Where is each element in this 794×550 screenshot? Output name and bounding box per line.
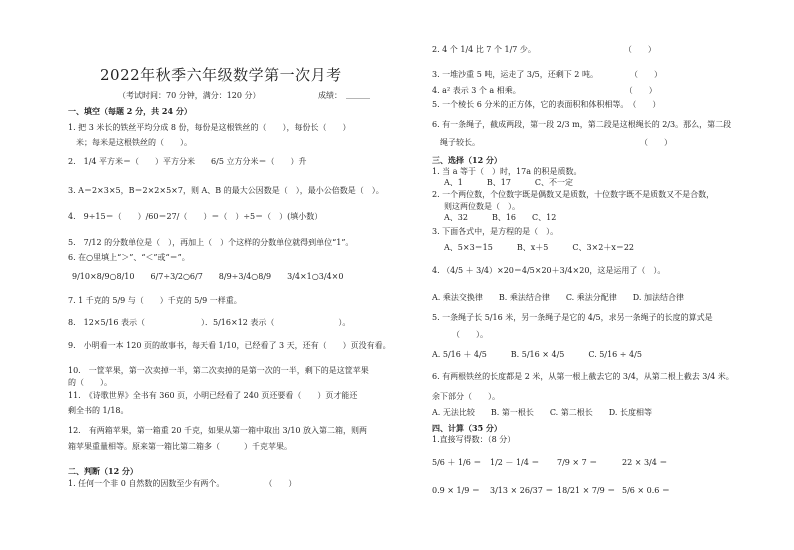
q6: 6. 在○里填上“＞”、“＜”或“＝”。: [68, 253, 190, 262]
section-fill: 一、填空（每题 2 分，共 24 分）: [68, 106, 192, 116]
calc-row-2-item-1: 0.9 × 1/9 ＝: [432, 486, 480, 495]
exam-info: （考试时间：70 分钟，满分：120 分）: [118, 91, 261, 100]
q11-line-a: 11. 《诗歌世界》全书有 360 页，小明已经看了 240 页还要看（ ）页才能还: [68, 391, 358, 400]
q9: 9. 小明看一本 120 页的故事书，每天看 1/10，已经看了 3 天，还有（ ）页没有看。: [68, 341, 391, 350]
choice-q6-options: A. 无法比较 B. 第一根长 C. 第二根长 D. 长度相等: [432, 408, 652, 417]
judge-q1: 1. 任何一个非 0 自然数的因数至少有两个。 （ ）: [68, 479, 297, 488]
calc-row-2-item-2: 3/13 × 26/37 ＝: [490, 486, 554, 495]
choice-q4-options: A. 乘法交换律 B. 乘法结合律 C. 乘法分配律 D. 加法结合律: [432, 293, 684, 302]
q1-line-b: 米；每米是这根铁丝的（ ）。: [76, 138, 192, 147]
calc-row-1-item-4: 22 × 3/4 ＝: [622, 458, 668, 467]
choice-q5-options: A. 5/16 ＋ 4/5 B. 5/16 × 4/5 C. 5/16 ÷ 4/5: [432, 350, 642, 359]
q12-line-a: 12. 有两箱苹果，第一箱重 20 千克，如果从第一箱中取出 3/10 放入第二箱，则两: [68, 426, 368, 435]
judge-q3: 3. 一堆沙重 5 吨，运走了 3/5，还剩下 2 吨。 （ ）: [432, 70, 662, 79]
score-label: 成绩：: [318, 91, 342, 100]
choice-q5-line-b: （ ）。: [452, 330, 488, 339]
choice-q2-options: A、32 B、16 C、12: [444, 213, 557, 222]
calc-row-1-item-2: 1/2 － 1/4 ＝: [490, 458, 540, 467]
choice-q2-line-b: 则这两位数是（ ）。: [444, 202, 520, 211]
q11-line-b: 剩全书的 1/18。: [68, 406, 129, 415]
section-choice: 三、选择（12 分）: [432, 155, 502, 165]
choice-q3-options: A、5×3＝15 B、x＋5 C、3×2＋x＝22: [444, 243, 635, 252]
section-judge: 二、判断（12 分）: [68, 466, 138, 476]
q3: 3. A＝2×3×5，B＝2×2×5×7，则 A、B 的最大公因数是（ ），最小公倍数是（ ）。: [68, 186, 384, 195]
q2: 2. 1/4 平方米＝（ ）平方分米 6/5 立方分米＝（ ）升: [68, 157, 307, 166]
judge-q2: 2. 4 个 1/4 比 7 个 1/7 少。 （ ）: [432, 45, 656, 54]
judge-q6-line-b: 绳子较长。 （ ）: [440, 138, 672, 147]
judge-q5: 5. 一个棱长 6 分米的正方体，它的表面积和体积相等。 （ ）: [432, 100, 661, 109]
q12-line-b: 箱苹果重量相等。原来第一箱比第二箱多（ ）千克苹果。: [68, 442, 292, 451]
choice-q6-line-a: 6. 有两根铁丝的长度都是 2 米，从第一根上截去它的 3/4，从第二根上截去 3/4 米。: [432, 372, 734, 381]
q1-line-a: 1. 把 3 米长的铁丝平均分成 8 份，每份是这根铁丝的（ ），每份长（ ）: [68, 123, 351, 132]
judge-q6-line-a: 6. 有一条绳子，截成两段，第一段 2/3 m，第二段是这根绳长的 2/3。那么，第二段: [432, 120, 732, 129]
q10-line-b: 的（ ）。: [68, 378, 112, 387]
choice-q4: 4. （4/5 ＋ 3/4）×20＝4/5×20＋3/4×20，这是运用了（ ）。: [432, 266, 666, 275]
q6-comparisons: 9/10×8/9○8/10 6/7÷3/2○6/7 8/9÷3/4○8/9 3/4×1○3/4×0: [72, 272, 344, 281]
score-blank: ______: [346, 90, 370, 99]
choice-q5-line-a: 5. 一条绳子长 5/16 米，另一条绳子是它的 4/5，求另一条绳子的长度的算式是: [432, 313, 713, 322]
choice-q2-line-a: 2. 一个两位数，个位数字既是偶数又是质数，十位数字既不是质数又不是合数，: [432, 190, 715, 199]
calc-row-2-item-3: 18/21 × 7/9 ＝: [557, 486, 616, 495]
section-calc: 四、计算（35 分）: [432, 423, 502, 433]
q4: 4. 9÷15＝（ ）/60＝27/（ ）＝（ ）÷5＝（ ）(填小数）: [68, 212, 323, 221]
choice-q1-options: A、1 B、17 C、不一定: [444, 178, 574, 187]
calc-row-1-item-3: 7/9 × 7 ＝: [557, 458, 598, 467]
calc-row-2-item-4: 5/6 × 0.6 ＝: [622, 486, 670, 495]
page-title: 2022年秋季六年级数学第一次月考: [100, 66, 342, 84]
q8: 8. 12×5/16 表示（ ）．5/16×12 表示（ ）。: [68, 318, 351, 327]
choice-q1: 1. 当 a 等于（ ）时，17a 的积是质数。: [432, 167, 582, 176]
judge-q4: 4. a² 表示 3 个 a 相乘。 （ ）: [432, 86, 657, 95]
q7: 7. 1 千克的 5/9 与（ ）千克的 5/9 一样重。: [68, 296, 242, 305]
choice-q3: 3. 下面各式中，是方程的是（ ）。: [432, 227, 559, 236]
q10-line-a: 10. 一筐苹果，第一次卖掉一半，第二次卖掉的是第一次的一半，剩下的是这筐苹果: [68, 366, 369, 375]
choice-q6-line-b: 余下部分（ ）。: [432, 392, 500, 401]
q5: 5. 7/12 的分数单位是（ ），再加上（ ）个这样的分数单位就得到单位“1”。: [68, 238, 354, 247]
calc-subtitle: 1.直接写得数：（8 分）: [432, 435, 516, 444]
calc-row-1-item-1: 5/6 ＋ 1/6 ＝: [432, 458, 482, 467]
